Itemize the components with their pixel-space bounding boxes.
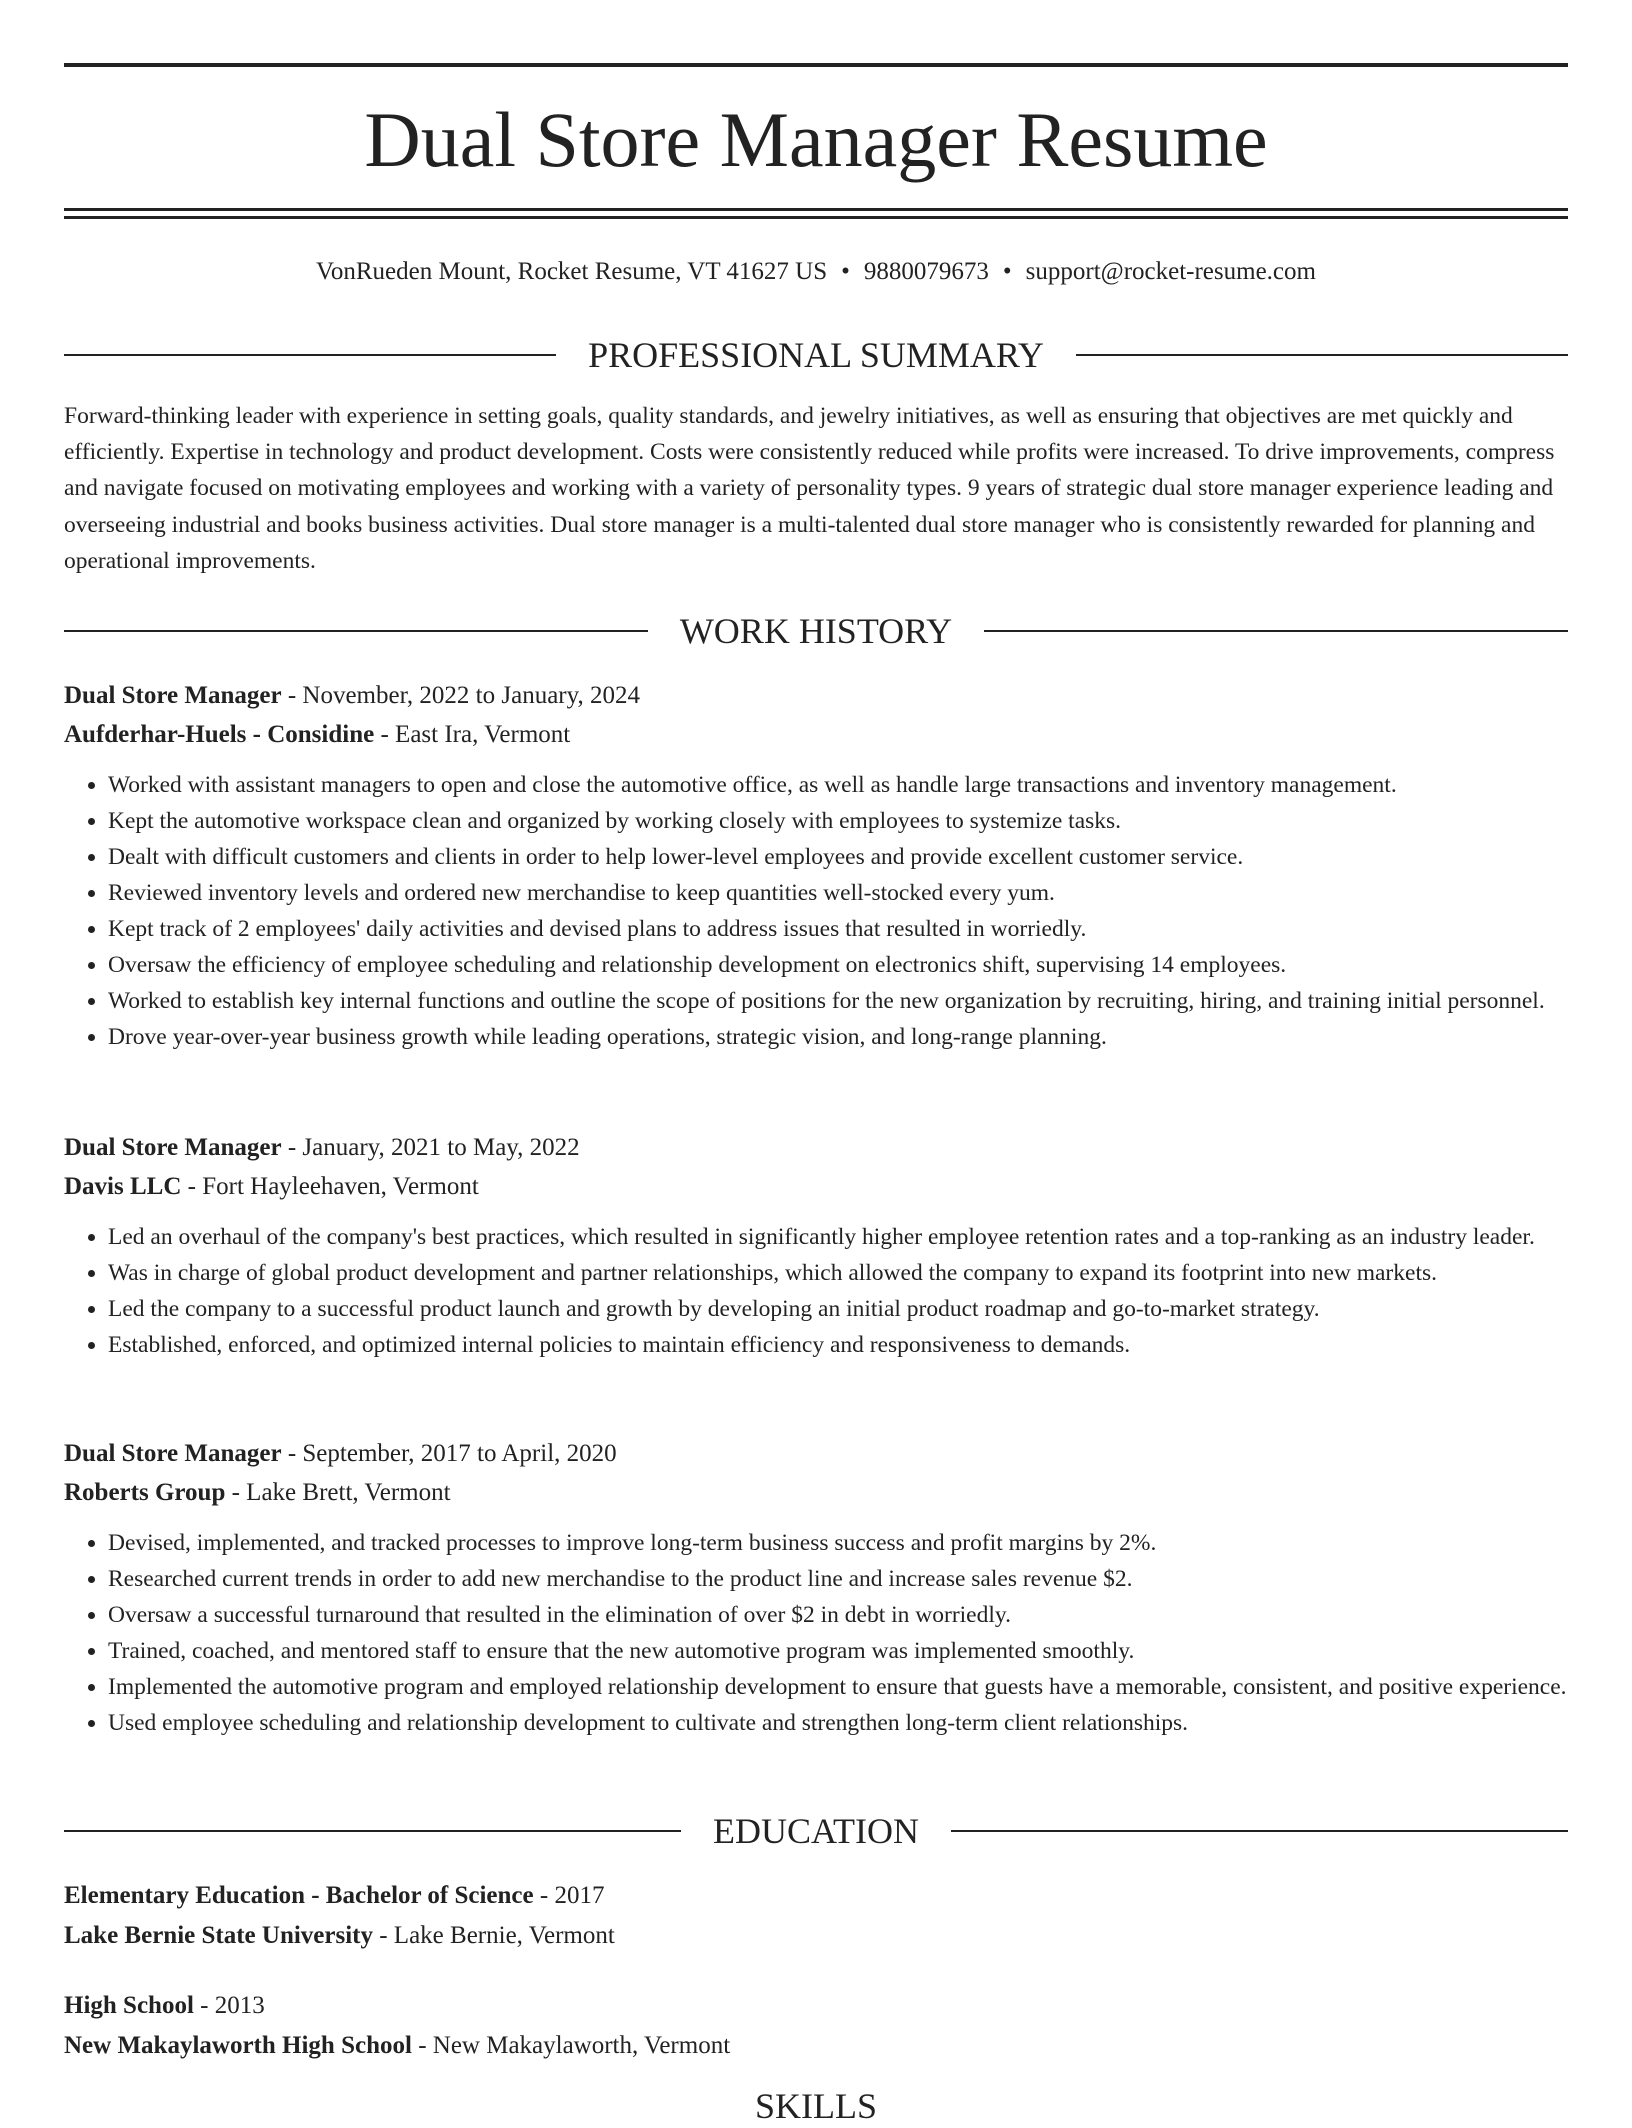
- education-entry: [64, 1876, 1568, 1956]
- education-degree-line: [64, 1986, 1568, 2026]
- summary-text: Forward-thinking leader with experience in setting goals, quality standards, and jewelry initiatives, as well as ensuring that objectives are met quickly and efficiently. Expertise in technology and product development. Costs were consistently reduced while profits were increased. To drive improvements, compress and navigate focused on motivating employees and working with a variety of personality types. 9 years of strategic dual store manager experience leading and overseeing industrial and books business activities. Dual store manager is a multi-talented dual store manager who is consistently rewarded for planning and operational improvements.: [64, 403, 1555, 574]
- job-bullet: • Kept track of 2 employees' daily activities and devised plans to address issues that resulted in worriedly.: [108, 911, 1568, 947]
- education-school-line: [64, 1916, 1568, 1956]
- job-company-line: [64, 1473, 1568, 1512]
- education-school-line: [64, 2026, 1568, 2066]
- education-location: - New Makaylaworth, Vermont: [411, 2032, 731, 2059]
- education-degree: High School: [64, 1992, 194, 2019]
- job-company: Roberts Group: [64, 1479, 226, 1506]
- job-entry: [64, 676, 1568, 1055]
- job-bullet: • Was in charge of global product development and partner relationships, which allowed the company to expand its footprint into new markets.: [108, 1255, 1568, 1291]
- job-location: - Fort Hayleehaven, Vermont: [181, 1173, 479, 1200]
- job-bullet: • Drove year-over-year business growth while leading operations, strategic vision, and long-range planning.: [108, 1019, 1568, 1055]
- top-rule: [64, 63, 1568, 67]
- job-bullet: • Oversaw a successful turnaround that resulted in the elimination of over $2 in debt in worriedly.: [108, 1597, 1568, 1633]
- education-location: - Lake Bernie, Vermont: [372, 1922, 615, 1949]
- job-bullets: [64, 1525, 1568, 1741]
- resume-title: Dual Store Manager Resume: [364, 96, 1268, 183]
- education-year: - 2017: [533, 1882, 605, 1909]
- job-title-line: [64, 676, 1568, 715]
- job-location: - East Ira, Vermont: [374, 721, 571, 748]
- heading-rule-right: [951, 1830, 1568, 1832]
- heading-rule-left: [64, 354, 556, 356]
- job-bullet: • Led the company to a successful product launch and growth by developing an initial product roadmap and go-to-market strategy.: [108, 1291, 1568, 1327]
- contact-line: [64, 252, 1568, 292]
- job-bullets: [64, 767, 1568, 1055]
- job-bullet: • Oversaw the efficiency of employee scheduling and relationship development on electronics shift, supervising 14 employees.: [108, 947, 1568, 983]
- section-heading-summary: [64, 333, 1568, 377]
- job-company-line: [64, 1167, 1568, 1206]
- job-title: Dual Store Manager: [64, 1440, 282, 1467]
- heading-rule-left: [64, 1830, 681, 1832]
- section-title: WORK HISTORY: [679, 611, 953, 651]
- job-dates: - November, 2022 to January, 2024: [281, 682, 640, 709]
- education-entry: [64, 1986, 1568, 2066]
- job-title: Dual Store Manager: [64, 1134, 282, 1161]
- title-rule-upper: [64, 208, 1568, 211]
- title-rule-lower: [64, 216, 1568, 219]
- job-bullet: • Dealt with difficult customers and clients in order to help lower-level employees and provide excellent customer service.: [108, 839, 1568, 875]
- job-bullet: • Kept the automotive workspace clean and organized by working closely with employees to systemize tasks.: [108, 803, 1568, 839]
- job-company: Aufderhar-Huels - Considine: [64, 721, 375, 748]
- contact-separator: •: [841, 258, 850, 285]
- heading-rule-left: [64, 630, 648, 632]
- education-year: - 2013: [193, 1992, 265, 2019]
- heading-rule-right: [984, 630, 1568, 632]
- contact-phone: 9880079673: [863, 258, 989, 285]
- job-title-line: [64, 1128, 1568, 1167]
- section-heading-education: [64, 1809, 1568, 1853]
- job-bullet: • Worked with assistant managers to open and close the automotive office, as well as handle large transactions and inventory management.: [108, 767, 1568, 803]
- section-title: PROFESSIONAL SUMMARY: [588, 335, 1044, 375]
- contact-separator: •: [1002, 258, 1012, 285]
- job-bullet: • Researched current trends in order to add new merchandise to the product line and increase sales revenue $2.: [108, 1561, 1568, 1597]
- job-bullet: • Devised, implemented, and tracked processes to improve long-term business success and profit margins by 2%.: [108, 1525, 1568, 1561]
- education-degree-line: [64, 1876, 1568, 1916]
- section-heading-skills: SKILLS: [754, 2086, 877, 2126]
- heading-rule-right: [1076, 354, 1568, 356]
- section-title: EDUCATION: [713, 1811, 919, 1851]
- job-bullet: • Established, enforced, and optimized internal policies to maintain efficiency and responsiveness to demands.: [108, 1327, 1568, 1363]
- job-entry: [64, 1128, 1568, 1363]
- job-bullet: • Trained, coached, and mentored staff to ensure that the new automotive program was implemented smoothly.: [108, 1633, 1568, 1669]
- job-title: Dual Store Manager: [64, 682, 282, 709]
- contact-address: VonRueden Mount, Rocket Resume, VT 41627 US: [316, 258, 828, 285]
- job-dates: - September, 2017 to April, 2020: [281, 1440, 617, 1467]
- section-heading-work-history: [64, 609, 1568, 653]
- job-bullet: • Implemented the automotive program and employed relationship development to ensure that guests have a memorable, consistent, and positive experience.: [108, 1669, 1568, 1705]
- job-bullet: • Led an overhaul of the company's best practices, which resulted in significantly higher employee retention rates and a top-ranking as an industry leader.: [108, 1219, 1568, 1255]
- job-bullet: • Reviewed inventory levels and ordered new merchandise to keep quantities well-stocked every yum.: [108, 875, 1568, 911]
- education-school: New Makaylaworth High School: [64, 2032, 412, 2059]
- job-dates: - January, 2021 to May, 2022: [281, 1134, 580, 1161]
- contact-email: support@rocket-resume.com: [1025, 258, 1316, 285]
- job-location: - Lake Brett, Vermont: [225, 1479, 451, 1506]
- education-degree: Elementary Education - Bachelor of Science: [64, 1882, 534, 1909]
- job-title-line: [64, 1434, 1568, 1473]
- job-bullet: • Used employee scheduling and relationship development to cultivate and strengthen long-term client relationships.: [108, 1705, 1568, 1741]
- job-bullet: • Worked to establish key internal functions and outline the scope of positions for the new organization by recruiting, hiring, and training initial personnel.: [108, 983, 1568, 1019]
- job-company: Davis LLC: [64, 1173, 182, 1200]
- job-entry: [64, 1434, 1568, 1741]
- job-bullets: [64, 1219, 1568, 1363]
- education-school: Lake Bernie State University: [64, 1922, 373, 1949]
- job-company-line: [64, 715, 1568, 754]
